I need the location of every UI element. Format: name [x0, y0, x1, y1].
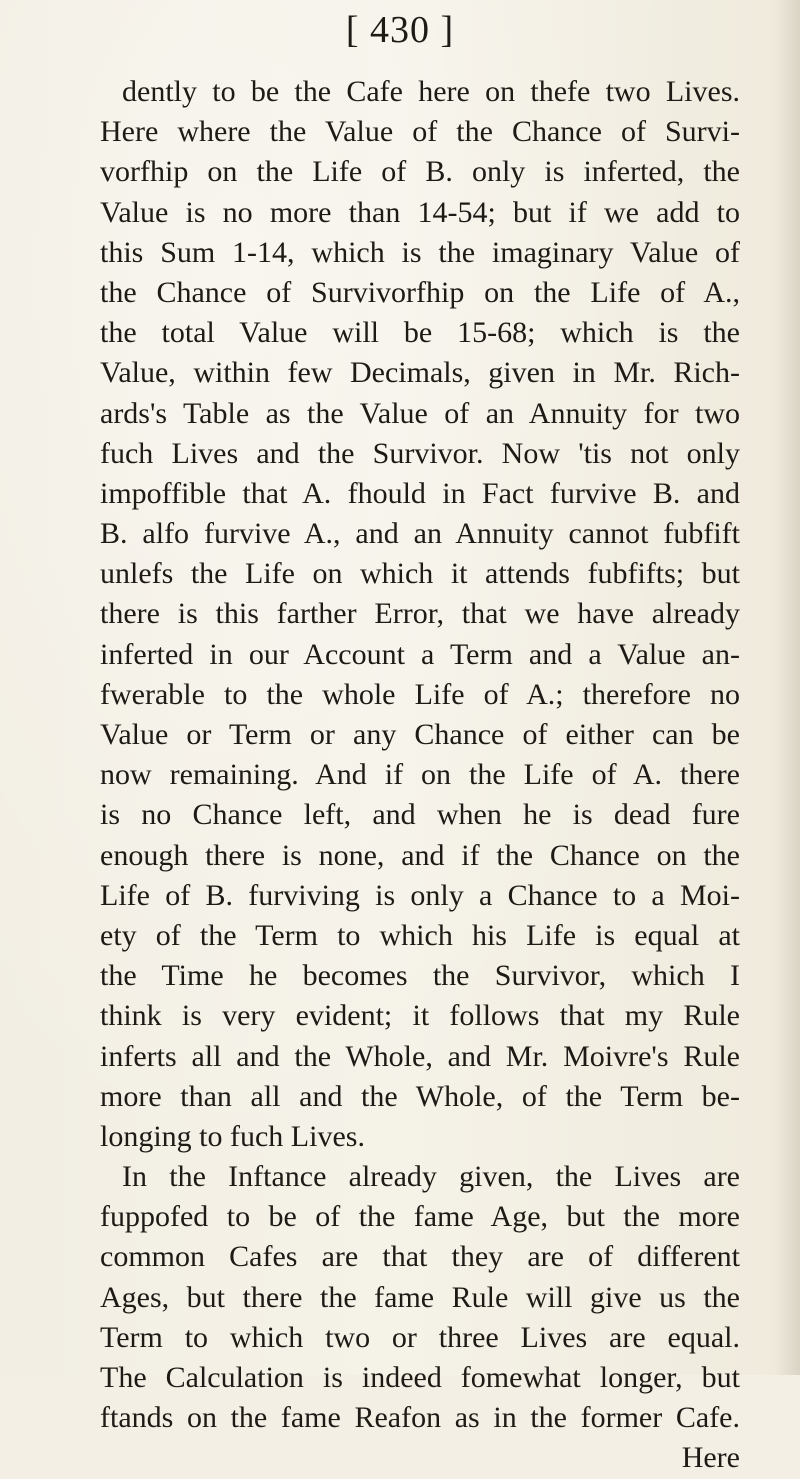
- text-line: think is very evident; it follows that my Rule: [100, 999, 740, 1033]
- text-line: The Calculation is indeed fomewhat longer, but: [100, 1361, 740, 1394]
- text-line: dently to be the Cafe here on thefe two Lives.: [122, 75, 740, 108]
- text-line: fuppofed to be of the fame Age, but the more: [100, 1200, 740, 1234]
- text-line: more than all and the Whole, of the Term be-: [100, 1079, 740, 1113]
- page-edge-shadow: [774, 0, 800, 1375]
- body-text: [100, 72, 740, 1479]
- text-line: fwerable to the whole Life of A.; therefore no: [100, 677, 740, 711]
- text-line: the Chance of Survivorfhip on the Life of A.,: [100, 275, 740, 309]
- text-line: longing to fuch Lives.: [100, 1119, 365, 1153]
- text-line: ftands on the fame Reafon as in the former Cafe.: [100, 1401, 740, 1435]
- text-line: is no Chance left, and when he is dead fure: [100, 798, 740, 832]
- text-line: the Time he becomes the Survivor, which I: [100, 959, 740, 993]
- page-number: [ 430 ]: [345, 9, 455, 51]
- text-line: this Sum 1-14, which is the imaginary Value of: [100, 235, 740, 269]
- text-line: In the Inftance already given, the Lives are: [122, 1160, 740, 1194]
- text-line: the total Value will be 15-68; which is the: [100, 316, 740, 350]
- text-line: Here where the Value of the Chance of Survi-: [100, 115, 740, 149]
- text-line: fuch Lives and the Survivor. Now 'tis not only: [100, 436, 740, 470]
- text-line: Life of B. furviving is only a Chance to a Moi-: [100, 878, 740, 912]
- text-line: enough there is none, and if the Chance on the: [100, 838, 740, 872]
- text-line: now remaining. And if on the Life of A. there: [100, 758, 740, 792]
- text-line: Value is no more than 14-54; but if we add to: [100, 195, 740, 229]
- text-line: B. alfo furvive A., and an Annuity cannot fubfift: [100, 517, 740, 551]
- text-line: unlefs the Life on which it attends fubfifts; but: [100, 557, 740, 591]
- text-line: ards's Table as the Value of an Annuity for two: [100, 396, 740, 430]
- text-line: vorfhip on the Life of B. only is inferted, the: [100, 155, 740, 189]
- text-line: Value, within few Decimals, given in Mr. Rich-: [100, 356, 740, 390]
- text-line: impoffible that A. fhould in Fact furvive B. and: [100, 476, 740, 510]
- text-line: Ages, but there the fame Rule will give us the: [100, 1280, 740, 1314]
- text-line: ety of the Term to which his Life is equal at: [100, 918, 740, 952]
- text-line: there is this farther Error, that we have already: [100, 597, 740, 631]
- text-line: inferts all and the Whole, and Mr. Moivre's Rule: [100, 1039, 740, 1073]
- text-line: Term to which two or three Lives are equal.: [100, 1320, 740, 1354]
- text-line: Value or Term or any Chance of either can be: [100, 718, 740, 751]
- text-line: common Cafes are that they are of different: [100, 1240, 740, 1274]
- catchword: Here: [681, 1441, 740, 1475]
- text-line: inferted in our Account a Term and a Value an-: [100, 637, 740, 671]
